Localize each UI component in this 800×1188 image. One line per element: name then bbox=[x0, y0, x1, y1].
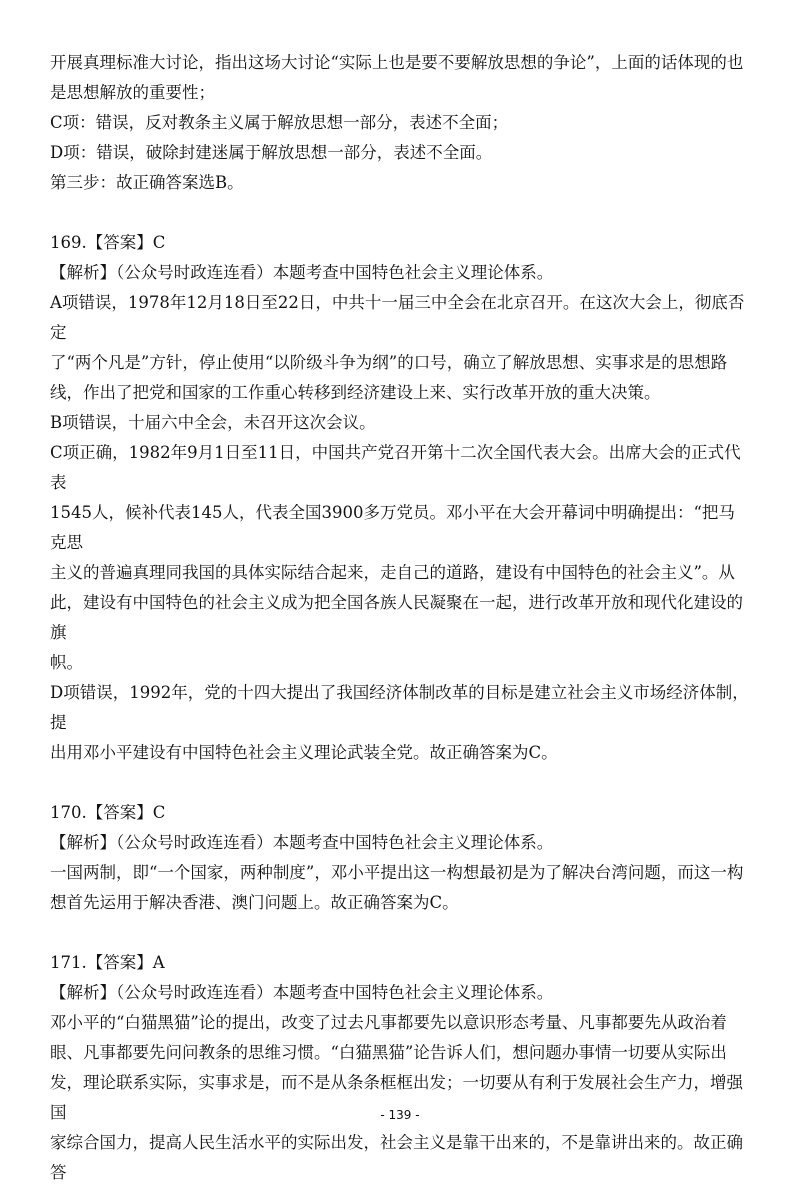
paragraph-line: 眼、凡事都要先问问教条的思维习惯。“白猫黑猫”论告诉人们，想问题办事情一切要从实际出 bbox=[50, 1043, 727, 1062]
paragraph-line: 一国两制，即“一个国家，两种制度”，邓小平提出这一构想最初是为了解决台湾问题，而这一构 bbox=[50, 863, 744, 882]
answer-heading: 171.【答案】A bbox=[50, 953, 165, 972]
paragraph-line: C项正确，1982年9月1日至11日，中国共产党召开第十二次全国代表大会。出席大会的正式代表 bbox=[50, 443, 741, 492]
question-169 bbox=[50, 228, 750, 768]
paragraph-line: 出用邓小平建设有中国特色社会主义理论武装全党。故正确答案为C。 bbox=[50, 743, 558, 762]
spacer bbox=[50, 918, 750, 948]
document-page bbox=[50, 48, 750, 1188]
paragraph-line: D项错误，1992年，党的十四大提出了我国经济体制改革的目标是建立社会主义市场经济体制，提 bbox=[50, 683, 749, 732]
paragraph-line: 此，建设有中国特色的社会主义成为把全国各族人民凝聚在一起，进行改革开放和现代化建设的旗 bbox=[50, 593, 743, 642]
paragraph-line: C项：错误，反对教条主义属于解放思想一部分，表述不全面； bbox=[50, 113, 509, 132]
paragraph-line: 第三步：故正确答案选B。 bbox=[50, 173, 244, 192]
paragraph-line: 帜。 bbox=[50, 653, 83, 672]
paragraph-line: 【解析】（公众号时政连连看）本题考查中国特色社会主义理论体系。 bbox=[50, 833, 554, 852]
paragraph-line: 1545人，候补代表145人，代表全国3900多万党员。邓小平在大会开幕词中明确提出：“把马克思 bbox=[50, 503, 735, 552]
paragraph-line: 线，作出了把党和国家的工作重心转移到经济建设上来、实行改革开放的重大决策。 bbox=[50, 383, 661, 402]
question-171 bbox=[50, 948, 750, 1188]
paragraph-line: A项错误，1978年12月18日至22日，中共十一届三中全会在北京召开。在这次大会上，彻底否定 bbox=[50, 293, 745, 342]
paragraph-line: 【解析】（公众号时政连连看）本题考查中国特色社会主义理论体系。 bbox=[50, 263, 554, 282]
page-number: - 139 - bbox=[380, 1108, 420, 1122]
paragraph-line: 【解析】（公众号时政连连看）本题考查中国特色社会主义理论体系。 bbox=[50, 983, 554, 1002]
paragraph-line: 想首先运用于解决香港、澳门问题上。故正确答案为C。 bbox=[50, 893, 459, 912]
intro-section bbox=[50, 48, 750, 198]
answer-heading: 170.【答案】C bbox=[50, 803, 166, 822]
paragraph-line: 是思想解放的重要性； bbox=[50, 83, 215, 102]
paragraph-line: 家综合国力，提高人民生活水平的实际出发，社会主义是靠干出来的，不是靠讲出来的。故正确答 bbox=[50, 1133, 743, 1182]
paragraph-line: B项错误，十届六中全会，未召开这次会议。 bbox=[50, 413, 376, 432]
paragraph-line: D项：错误，破除封建迷属于解放思想一部分，表述不全面。 bbox=[50, 143, 493, 162]
paragraph-line: 发，理论联系实际，实事求是，而不是从条条框框出发；一切要从有利于发展社会生产力，增强国 bbox=[50, 1073, 743, 1122]
spacer bbox=[50, 768, 750, 798]
answer-heading: 169.【答案】C bbox=[50, 233, 166, 252]
paragraph-line: 开展真理标准大讨论，指出这场大讨论“实际上也是要不要解放思想的争论”，上面的话体现的也 bbox=[50, 53, 744, 72]
paragraph-line: 主义的普遍真理同我国的具体实际结合起来，走自己的道路，建设有中国特色的社会主义”。从 bbox=[50, 563, 735, 582]
paragraph-line: 邓小平的“白猫黑猫”论的提出，改变了过去凡事都要先以意识形态考量、凡事都要先从政治着 bbox=[50, 1013, 727, 1032]
question-170 bbox=[50, 798, 750, 918]
paragraph-line: 了“两个凡是”方针，停止使用“以阶级斗争为纲”的口号，确立了解放思想、实事求是的思想路 bbox=[50, 353, 728, 372]
spacer bbox=[50, 198, 750, 228]
